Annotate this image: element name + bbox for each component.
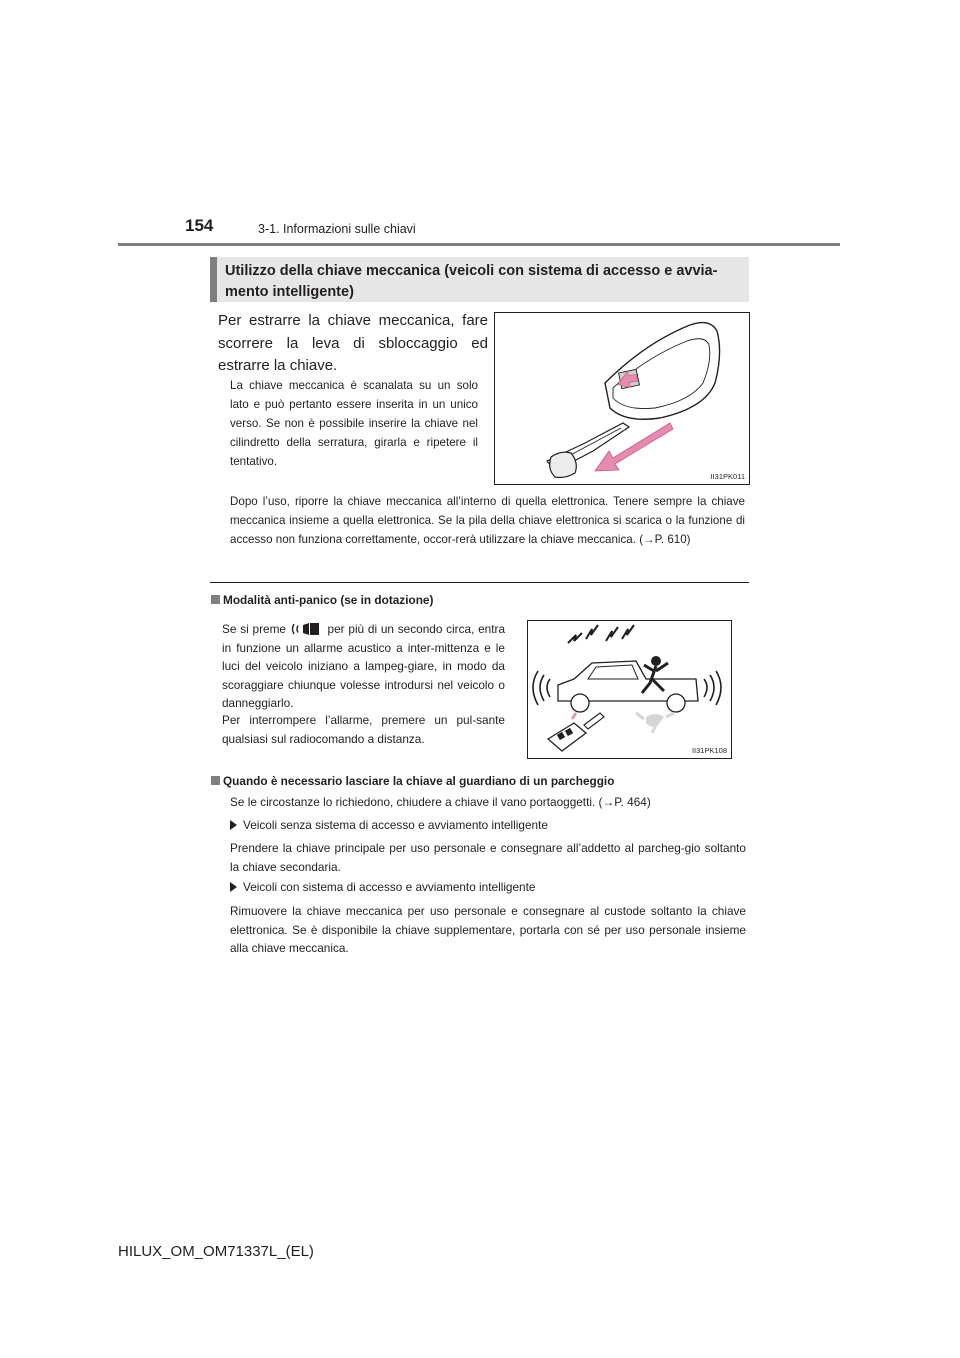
valet-bullet-2-text: Veicoli con sistema di accesso e avviamento intelligente <box>243 880 536 894</box>
valet-paragraph-3: Rimuovere la chiave meccanica per uso personale e consegnare al custode soltanto la chiave elettronica. Se è disponibile la chiave supplementare, portarla con sé per uso personale insieme alla chiave meccanica. <box>230 904 746 955</box>
valet-paragraph-2: Prendere la chiave principale per uso personale e consegnare all’addetto al parcheg-gio soltanto la chiave secondaria. <box>230 841 746 874</box>
page-number: 154 <box>185 216 214 235</box>
after-note: Dopo l’uso, riporre la chiave meccanica all’interno di quella elettronica. Tenere sempre la chiave meccanica insieme a quella elettronica. Se la pila della chiave elettronica si scarica o la funzione di accesso non funziona correttamente, occor-rerà utilizzare la chiave meccanica. (→P. 610) <box>230 495 745 546</box>
panic-alarm-figure <box>527 620 732 759</box>
footer-doc-code: HILUX_OM_OM71337L_(EL) <box>118 1243 314 1260</box>
valet-bullet-1 <box>230 818 548 832</box>
header-rule <box>118 243 840 246</box>
valet-bullet-1-text: Veicoli senza sistema di accesso e avviamento intelligente <box>243 818 548 832</box>
valet-heading <box>211 774 614 788</box>
square-bullet-icon <box>211 776 220 785</box>
triangle-bullet-icon <box>230 820 237 830</box>
figure-code: II31PK011 <box>710 472 745 481</box>
panic-heading <box>211 593 433 607</box>
panic-text-before: Se si preme <box>222 622 286 636</box>
intro-paragraph: Per estrarre la chiave meccanica, fare scorrere la leva di sbloccaggio ed estrarre la chiave. <box>218 312 488 374</box>
section-divider <box>210 582 749 583</box>
square-bullet-icon <box>211 595 220 604</box>
triangle-bullet-icon <box>230 882 237 892</box>
panic-button-icon <box>290 622 324 636</box>
valet-paragraph-1: Se le circostanze lo richiedono, chiudere a chiave il vano portaoggetti. (→P. 464) <box>230 795 651 809</box>
valet-heading-text: Quando è necessario lasciare la chiave al guardiano di un parcheggio <box>223 774 615 788</box>
box-title: Utilizzo della chiave meccanica (veicoli con sistema di accesso e avvia-mento intelligente) <box>210 257 749 302</box>
valet-bullet-2 <box>230 880 535 894</box>
panic-paragraph-2: Per interrompere l’allarme, premere un pul-sante qualsiasi sul radiocomando a distanza. <box>222 713 505 746</box>
panic-heading-text: Modalità anti-panico (se in dotazione) <box>223 593 434 607</box>
figure-code: II31PK108 <box>691 746 727 755</box>
section-title: 3-1. Informazioni sulle chiavi <box>258 222 416 236</box>
panic-paragraph-1 <box>222 620 505 713</box>
key-fob-drawing <box>495 313 751 486</box>
panic-alarm-drawing <box>528 621 733 760</box>
panic-text-after: per più di un secondo circa, entra in funzione un allarme acustico a inter-mittenza e le luci del veicolo iniziano a lampeg-giare, in modo da scoraggiare chiunque volesse introdursi nel veicolo o danneggiarlo. <box>222 622 506 710</box>
mechanical-key-figure <box>494 312 750 485</box>
intro-note: La chiave meccanica è scanalata su un solo lato e può pertanto essere inserita in un unico verso. Se non è possibile inserire la chiave nel cilindretto della serratura, girarla e ripetere il tentativo. <box>230 379 478 468</box>
